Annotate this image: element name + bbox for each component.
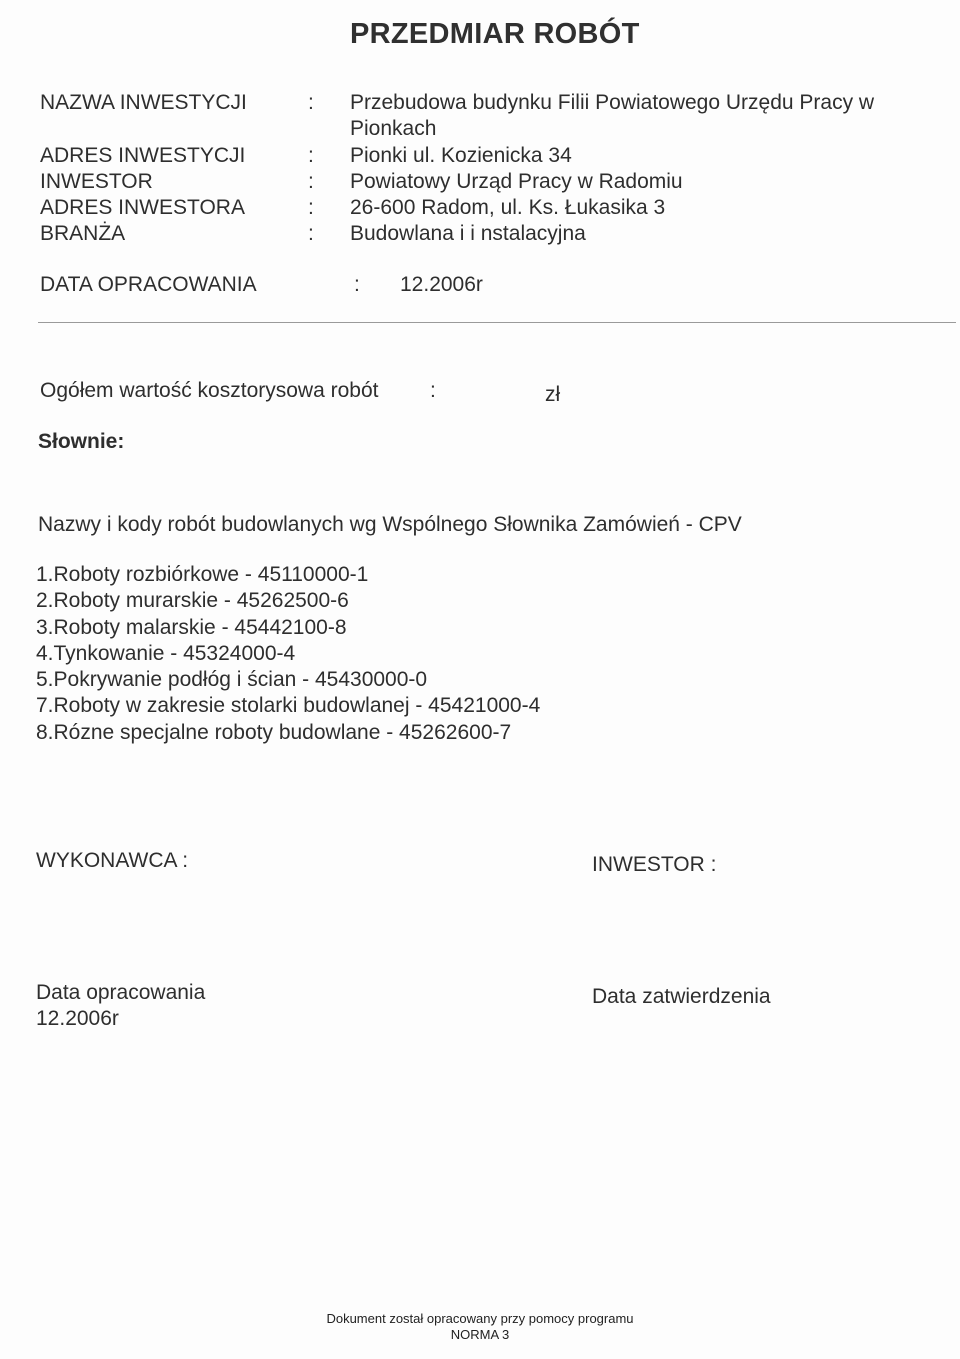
field-label: ADRES INWESTYCJI <box>40 144 246 167</box>
field-data-opracowania <box>0 272 960 298</box>
list-item: 5.Pokrywanie podłóg i ścian - 45430000-0 <box>36 668 428 692</box>
field-value: Pionki ul. Kozienicka 34 <box>350 144 572 167</box>
field-nazwa-inwestycji <box>0 90 960 144</box>
field-colon: : <box>308 222 314 245</box>
wartosc-currency: zł <box>545 383 561 406</box>
field-colon: : <box>308 196 314 219</box>
list-item: 3.Roboty malarskie - 45442100-8 <box>36 615 347 639</box>
field-colon: : <box>354 273 360 296</box>
field-branza <box>0 221 960 247</box>
list-item: 1.Roboty rozbiórkowe - 45110000-1 <box>36 563 369 586</box>
field-label: NAZWA INWESTYCJI <box>40 91 247 114</box>
field-value: Powiatowy Urząd Pracy w Radomiu <box>350 170 683 193</box>
list-item: 2.Roboty murarskie - 45262500-6 <box>36 589 349 613</box>
field-colon: : <box>308 91 314 114</box>
field-adres-inwestycji <box>0 143 960 169</box>
slownie-label: Słownie: <box>38 430 125 453</box>
list-item: 8.Rózne specjalne roboty budowlane - 45262600-7 <box>36 720 512 744</box>
footer-line-1: Dokument został opracowany przy pomocy programu <box>326 1311 634 1326</box>
list-item: 7.Roboty w zakresie stolarki budowlanej - 45421000-4 <box>36 694 541 718</box>
field-label: INWESTOR <box>40 170 153 193</box>
horizontal-divider <box>38 322 956 323</box>
cpv-heading: Nazwy i kody robót budowlanych wg Wspólnego Słownika Zamówień - CPV <box>38 513 742 536</box>
data-opracowania-label: Data opracowania <box>36 981 206 1004</box>
data-zatwierdzenia-label: Data zatwierdzenia <box>592 985 771 1008</box>
field-value: 12.2006r <box>400 273 483 296</box>
list-item: 4.Tynkowanie - 45324000-4 <box>36 641 296 665</box>
field-value: Budowlana i i nstalacyjna <box>350 222 586 245</box>
field-inwestor <box>0 169 960 195</box>
field-value: Przebudowa budynku Filii Powiatowego Urzędu Pracy w Pionkach <box>350 91 875 140</box>
data-opracowania-value: 12.2006r <box>36 1007 119 1030</box>
field-colon: : <box>308 170 314 193</box>
field-adres-inwestora <box>0 195 960 221</box>
field-label: DATA OPRACOWANIA <box>40 273 257 296</box>
field-label: ADRES INWESTORA <box>40 196 245 219</box>
field-colon: : <box>308 144 314 167</box>
wartosc-colon: : <box>430 379 436 402</box>
field-value: 26-600 Radom, ul. Ks. Łukasika 3 <box>350 196 666 219</box>
document-title: PRZEDMIAR ROBÓT <box>350 18 640 50</box>
inwestor-signature-label: INWESTOR : <box>592 853 717 876</box>
footer-note <box>0 1311 960 1343</box>
cpv-list <box>36 562 540 746</box>
field-label: BRANŻA <box>40 222 126 245</box>
footer-line-2: NORMA 3 <box>450 1327 510 1342</box>
wykonawca-label: WYKONAWCA : <box>36 849 189 872</box>
wartosc-label: Ogółem wartość kosztorysowa robót <box>40 379 379 402</box>
